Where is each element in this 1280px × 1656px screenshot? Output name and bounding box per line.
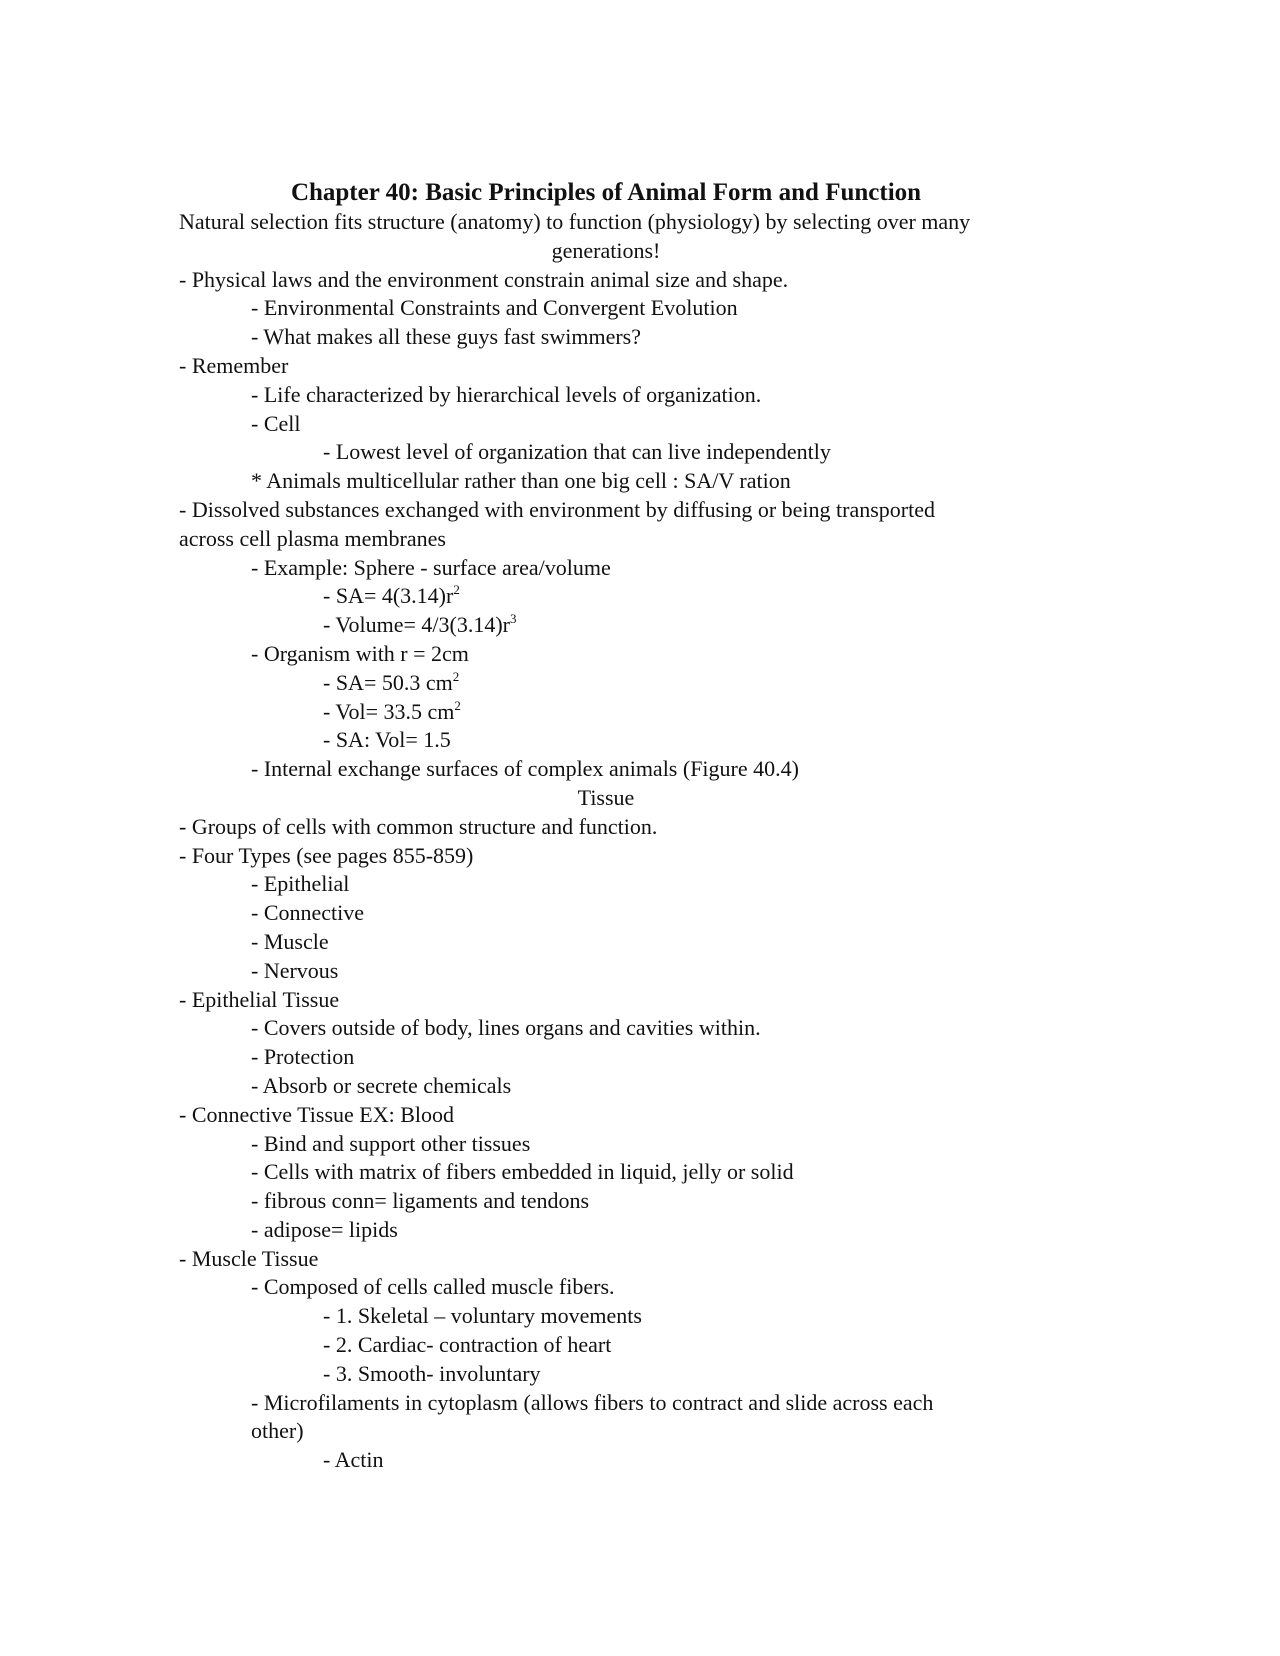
line-text: - 3. Smooth- involuntary — [323, 1360, 541, 1386]
line-text: - Example: Sphere - surface area/volume — [251, 554, 611, 580]
outline-line — [179, 1302, 1033, 1331]
line-text: - Covers outside of body, lines organs and cavities within. — [251, 1015, 761, 1041]
line-text: - Cell — [251, 410, 301, 436]
line-text: - 1. Skeletal – voluntary movements — [323, 1303, 642, 1329]
superscript-exponent: 3 — [509, 611, 517, 627]
line-text: - Nervous — [251, 957, 339, 983]
line-text: - Environmental Constraints and Convergent Evolution — [251, 295, 738, 321]
outline-line — [179, 438, 1033, 467]
superscript-exponent: 2 — [454, 697, 461, 713]
line-text: - SA: Vol= 1.5 — [323, 727, 451, 753]
line-text: - Epithelial — [251, 871, 350, 897]
line-text: - Groups of cells with common structure and function. — [179, 813, 658, 839]
outline-line — [179, 352, 1033, 381]
line-text: - Connective Tissue EX: Blood — [179, 1101, 455, 1127]
line-text: Tissue — [577, 784, 635, 810]
line-text: - Cells with matrix of fibers embedded in liquid, jelly or solid — [251, 1159, 794, 1185]
outline-line — [179, 986, 1033, 1015]
outline-line — [179, 755, 1033, 784]
line-text: - Bind and support other tissues — [251, 1130, 531, 1156]
outline-line — [179, 1216, 1033, 1245]
outline-line — [179, 928, 1033, 957]
outline-line — [179, 496, 1033, 525]
outline-line — [179, 1187, 1033, 1216]
document-page — [179, 178, 1033, 1475]
outline-line — [179, 467, 1033, 496]
section-heading — [179, 237, 1033, 266]
outline-line — [179, 698, 1033, 727]
outline-line — [179, 1130, 1033, 1159]
line-text: * Animals multicellular rather than one big cell : SA/V ration — [251, 468, 791, 494]
line-text: - SA= 4(3.14)r — [323, 583, 454, 609]
outline-line — [179, 611, 1033, 640]
line-text: - Connective — [251, 900, 365, 926]
line-text: - Vol= 33.5 cm — [323, 698, 455, 724]
outline-line — [179, 525, 1033, 554]
outline-line — [179, 1072, 1033, 1101]
outline-line — [179, 957, 1033, 986]
line-text: - Composed of cells called muscle fibers. — [251, 1274, 615, 1300]
superscript-exponent: 2 — [452, 668, 460, 684]
outline-line — [179, 899, 1033, 928]
outline-line — [179, 1389, 1033, 1418]
line-text: - Four Types (see pages 855-859) — [179, 842, 474, 868]
outline-line — [179, 1446, 1033, 1475]
line-text: - Muscle Tissue — [179, 1245, 319, 1271]
line-text: - Dissolved substances exchanged with environment by diffusing or being transported — [179, 496, 935, 522]
outline-line — [179, 323, 1033, 352]
outline-line — [179, 1158, 1033, 1187]
outline-line — [179, 1043, 1033, 1072]
outline-line — [179, 842, 1033, 871]
line-text: - Volume= 4/3(3.14)r — [323, 612, 510, 638]
line-text: - Muscle — [251, 928, 329, 954]
outline-line — [179, 1331, 1033, 1360]
line-text: - 2. Cardiac- contraction of heart — [323, 1332, 612, 1358]
line-text: - What makes all these guys fast swimmers? — [251, 324, 641, 350]
outline-line — [179, 410, 1033, 439]
line-text: - fibrous conn= ligaments and tendons — [251, 1188, 590, 1214]
outline-line — [179, 726, 1033, 755]
line-text: across cell plasma membranes — [179, 525, 446, 551]
line-text: - Internal exchange surfaces of complex animals (Figure 40.4) — [251, 756, 799, 782]
outline-line — [179, 870, 1033, 899]
line-text: - Lowest level of organization that can live independently — [323, 439, 831, 465]
document-body — [179, 208, 1033, 1475]
section-heading — [179, 784, 1033, 813]
outline-line — [179, 554, 1033, 583]
line-text: other) — [251, 1418, 304, 1444]
line-text: Natural selection fits structure (anatomy) to function (physiology) by selecting over many — [179, 209, 971, 234]
line-text: - Actin — [323, 1447, 384, 1473]
outline-line — [179, 582, 1033, 611]
outline-line — [179, 1101, 1033, 1130]
line-text: - Absorb or secrete chemicals — [251, 1072, 512, 1098]
line-text: - Life characterized by hierarchical levels of organization. — [251, 381, 762, 407]
outline-line — [179, 294, 1033, 323]
outline-line — [179, 813, 1033, 842]
outline-line — [179, 1245, 1033, 1274]
outline-line — [179, 1417, 1033, 1446]
outline-line — [179, 1273, 1033, 1302]
line-text: - Microfilaments in cytoplasm (allows fibers to contract and slide across each — [251, 1389, 934, 1415]
outline-line — [179, 208, 1033, 237]
line-text: - Epithelial Tissue — [179, 986, 340, 1012]
line-text: - adipose= lipids — [251, 1216, 398, 1242]
line-text: - Organism with r = 2cm — [251, 640, 469, 666]
chapter-title: Chapter 40: Basic Principles of Animal Form and Function — [290, 179, 922, 206]
outline-line — [179, 266, 1033, 295]
line-text: - Protection — [251, 1044, 355, 1070]
superscript-exponent: 2 — [453, 582, 460, 598]
line-text: - Physical laws and the environment constrain animal size and shape. — [179, 266, 789, 292]
line-text: - SA= 50.3 cm — [323, 669, 453, 695]
line-text: - Remember — [179, 352, 289, 378]
outline-line — [179, 1360, 1033, 1389]
line-text: generations! — [551, 237, 661, 263]
outline-line — [179, 1014, 1033, 1043]
outline-line — [179, 669, 1033, 698]
outline-line — [179, 640, 1033, 669]
outline-line — [179, 381, 1033, 410]
